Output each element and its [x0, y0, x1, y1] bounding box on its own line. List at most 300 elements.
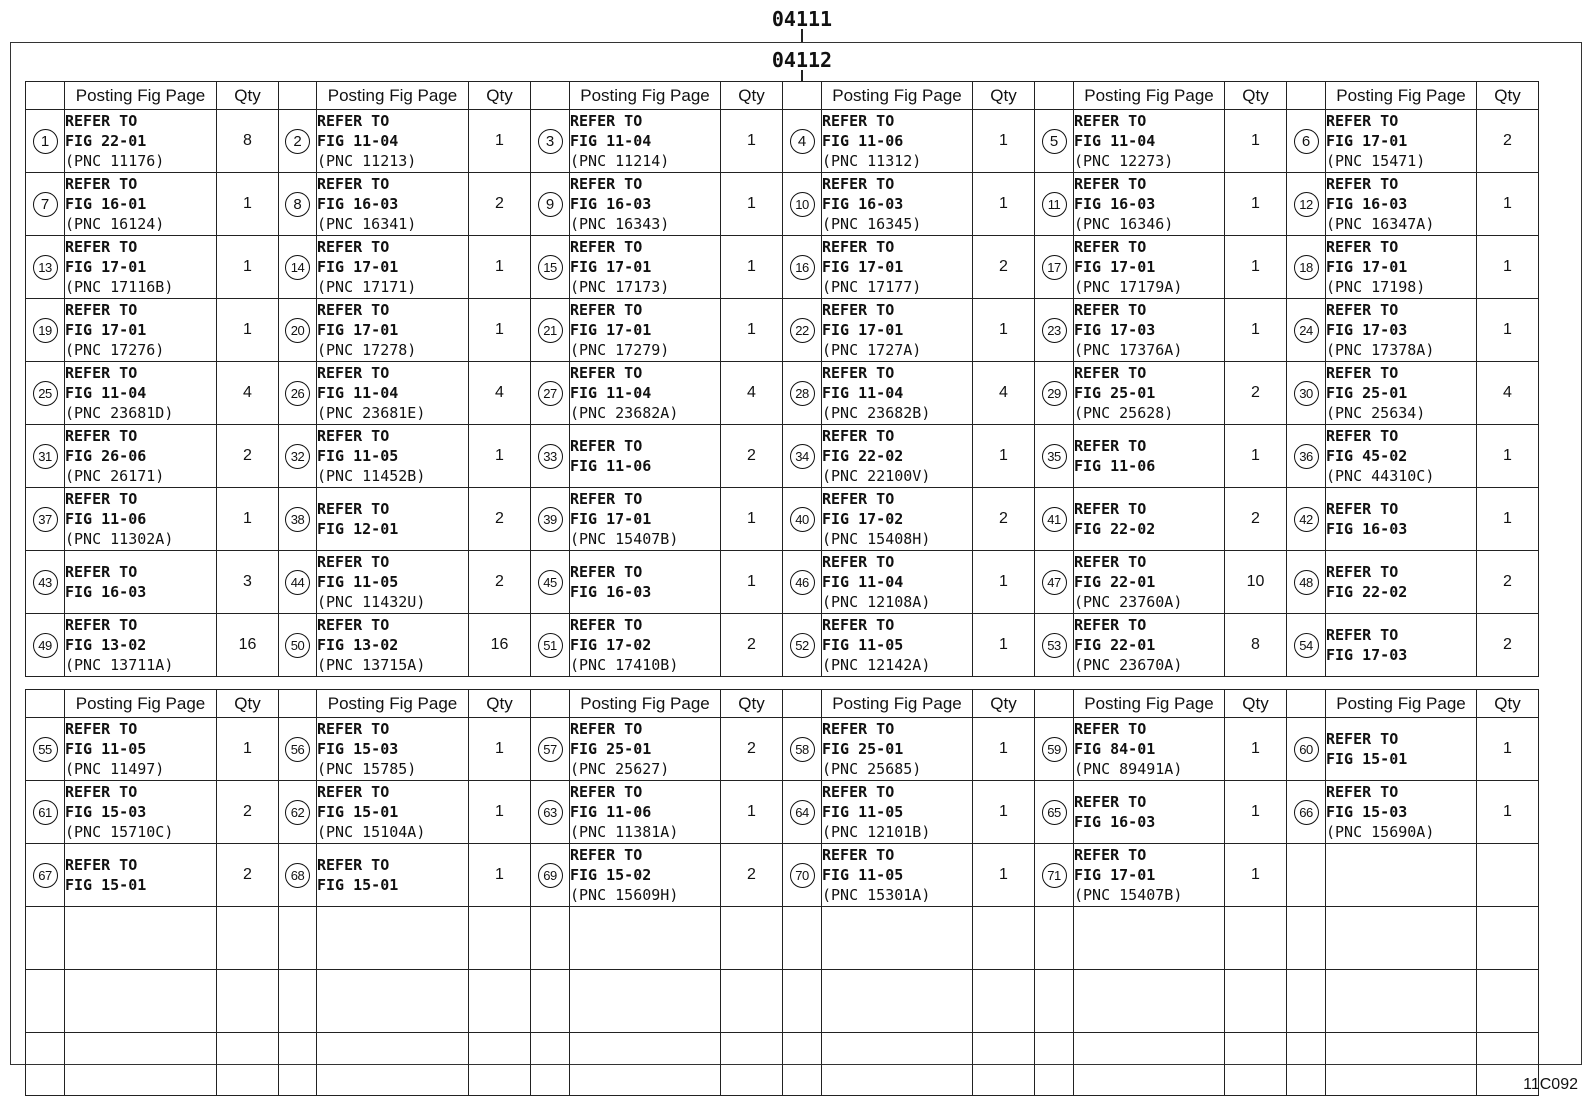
pnc-text: (PNC 17279) [570, 341, 670, 359]
reference-cell [822, 970, 973, 1033]
quantity-cell: 1 [1225, 236, 1287, 299]
item-number-cell [1035, 970, 1074, 1033]
item-number-badge: 49 [33, 633, 58, 658]
header-qty: Qty [721, 82, 783, 110]
quantity-cell: 1 [1225, 110, 1287, 173]
item-number-badge: 44 [285, 570, 310, 595]
quantity-cell: 1 [973, 299, 1035, 362]
item-number-cell [26, 970, 65, 1033]
item-number-cell [26, 907, 65, 970]
item-number-cell [783, 236, 822, 299]
quantity-cell: 1 [469, 236, 531, 299]
item-number-cell [783, 614, 822, 677]
item-number-cell [531, 718, 570, 781]
fig-page-text: FIG 11-04 [822, 384, 904, 402]
item-number-badge: 58 [790, 737, 815, 762]
item-number-cell [1287, 488, 1326, 551]
fig-page-text: FIG 22-01 [1074, 573, 1156, 591]
refer-to-text: REFER TO [1326, 563, 1399, 581]
quantity-cell: 2 [1225, 488, 1287, 551]
reference-cell [570, 970, 721, 1033]
reference-cell [1326, 844, 1477, 907]
item-number-cell [1287, 614, 1326, 677]
item-number-cell [1035, 718, 1074, 781]
fig-page-text: FIG 11-05 [317, 573, 399, 591]
quantity-cell: 1 [1225, 425, 1287, 488]
header-posting-fig-page: Posting Fig Page [1074, 82, 1225, 110]
item-number-cell [531, 1033, 570, 1096]
quantity-cell [721, 970, 783, 1033]
header-qty: Qty [1477, 82, 1539, 110]
reference-cell [65, 781, 217, 844]
item-number-cell [783, 1033, 822, 1096]
reference-cell [1326, 907, 1477, 970]
quantity-cell: 1 [721, 173, 783, 236]
item-number-cell [1287, 781, 1326, 844]
item-number-badge: 68 [285, 863, 310, 888]
quantity-cell: 1 [973, 551, 1035, 614]
header-blank-cell [26, 82, 65, 110]
pnc-text: (PNC 16341) [317, 215, 417, 233]
refer-to-text: REFER TO [65, 427, 138, 445]
fig-page-text: FIG 16-03 [1326, 195, 1408, 213]
item-number-badge: 7 [33, 192, 58, 217]
reference-cell [65, 236, 217, 299]
refer-to-text: REFER TO [1074, 364, 1147, 382]
quantity-cell: 1 [469, 718, 531, 781]
quantity-cell: 8 [1225, 614, 1287, 677]
refer-to-text: REFER TO [65, 783, 138, 801]
item-number-badge: 8 [285, 192, 310, 217]
fig-page-text: FIG 11-06 [65, 510, 147, 528]
quantity-cell: 2 [217, 844, 279, 907]
quantity-cell: 1 [1225, 299, 1287, 362]
reference-cell [317, 425, 469, 488]
item-number-cell [1035, 844, 1074, 907]
item-number-cell [26, 551, 65, 614]
fig-page-text: FIG 84-01 [1074, 740, 1156, 758]
item-number-badge: 41 [1042, 507, 1067, 532]
refer-to-text: REFER TO [317, 112, 390, 130]
fig-page-text: FIG 17-01 [570, 321, 652, 339]
item-number-cell [26, 718, 65, 781]
quantity-cell: 1 [973, 844, 1035, 907]
refer-to-text: REFER TO [317, 553, 390, 571]
quantity-cell: 2 [721, 718, 783, 781]
item-number-cell [26, 299, 65, 362]
refer-to-text: REFER TO [65, 616, 138, 634]
item-number-cell [783, 781, 822, 844]
quantity-cell: 1 [721, 236, 783, 299]
reference-cell [65, 173, 217, 236]
reference-cell [822, 844, 973, 907]
reference-cell [65, 907, 217, 970]
item-number-badge: 26 [285, 381, 310, 406]
header-blank-cell [279, 82, 317, 110]
item-number-cell [279, 614, 317, 677]
item-number-cell [531, 362, 570, 425]
pnc-text: (PNC 23760A) [1074, 593, 1183, 611]
refer-to-text: REFER TO [317, 616, 390, 634]
reference-cell [822, 551, 973, 614]
item-number-cell [26, 362, 65, 425]
fig-page-text: FIG 25-01 [570, 740, 652, 758]
pnc-text: (PNC 23681D) [65, 404, 174, 422]
header-qty: Qty [217, 82, 279, 110]
reference-cell [317, 718, 469, 781]
reference-cell [317, 173, 469, 236]
quantity-cell: 1 [973, 781, 1035, 844]
header-posting-fig-page: Posting Fig Page [1326, 690, 1477, 718]
item-number-cell [531, 173, 570, 236]
item-number-badge: 10 [790, 192, 815, 217]
fig-page-text: FIG 17-01 [65, 258, 147, 276]
fig-page-text: FIG 17-01 [1326, 258, 1408, 276]
refer-to-text: REFER TO [317, 364, 390, 382]
table-row [26, 1033, 1539, 1096]
reference-cell [65, 970, 217, 1033]
item-number-badge: 3 [538, 129, 563, 154]
quantity-cell [1225, 1033, 1287, 1096]
refer-to-text: REFER TO [317, 175, 390, 193]
pnc-text: (PNC 16347A) [1326, 215, 1435, 233]
item-number-cell [1287, 551, 1326, 614]
quantity-cell: 3 [217, 551, 279, 614]
item-number-badge: 59 [1042, 737, 1067, 762]
item-number-badge: 53 [1042, 633, 1067, 658]
reference-cell [822, 173, 973, 236]
table-row [26, 551, 1539, 614]
item-number-cell [783, 488, 822, 551]
item-number-cell [1287, 173, 1326, 236]
item-number-cell [531, 488, 570, 551]
refer-to-text: REFER TO [1326, 238, 1399, 256]
reference-cell [65, 299, 217, 362]
fig-page-text: FIG 11-06 [1074, 457, 1156, 475]
reference-cell [65, 362, 217, 425]
quantity-cell: 2 [217, 781, 279, 844]
fig-page-text: FIG 11-04 [822, 573, 904, 591]
reference-cell [570, 425, 721, 488]
header-blank-cell [279, 690, 317, 718]
refer-to-text: REFER TO [570, 364, 643, 382]
fig-page-text: FIG 11-04 [1074, 132, 1156, 150]
fig-page-text: FIG 11-04 [317, 384, 399, 402]
item-number-cell [26, 425, 65, 488]
pnc-text: (PNC 26171) [65, 467, 165, 485]
pnc-text: (PNC 16124) [65, 215, 165, 233]
item-number-badge: 56 [285, 737, 310, 762]
fig-page-text: FIG 11-06 [570, 803, 652, 821]
item-number-cell [279, 551, 317, 614]
refer-to-text: REFER TO [1326, 175, 1399, 193]
pnc-text: (PNC 17278) [317, 341, 417, 359]
pnc-text: (PNC 1727A) [822, 341, 922, 359]
quantity-cell: 1 [973, 718, 1035, 781]
item-number-badge: 16 [790, 255, 815, 280]
table-row [26, 614, 1539, 677]
item-number-cell [783, 551, 822, 614]
pnc-text: (PNC 15104A) [317, 823, 426, 841]
refer-to-text: REFER TO [1074, 553, 1147, 571]
refer-to-text: REFER TO [570, 490, 643, 508]
refer-to-text: REFER TO [570, 563, 643, 581]
item-number-badge: 11 [1042, 192, 1067, 217]
item-number-badge: 57 [538, 737, 563, 762]
table-row [26, 173, 1539, 236]
quantity-cell: 1 [721, 488, 783, 551]
quantity-cell: 1 [721, 110, 783, 173]
pnc-text: (PNC 17116B) [65, 278, 174, 296]
pnc-text: (PNC 23681E) [317, 404, 426, 422]
refer-to-text: REFER TO [317, 720, 390, 738]
item-number-cell [783, 970, 822, 1033]
reference-cell [1074, 236, 1225, 299]
item-number-badge: 4 [790, 129, 815, 154]
reference-cell [570, 173, 721, 236]
item-number-cell [783, 110, 822, 173]
pnc-text: (PNC 12101B) [822, 823, 931, 841]
reference-cell [317, 781, 469, 844]
fig-page-text: FIG 12-01 [317, 520, 399, 538]
item-number-badge: 43 [33, 570, 58, 595]
reference-cell [1326, 488, 1477, 551]
fig-page-text: FIG 16-03 [570, 195, 652, 213]
header-blank-cell [1287, 690, 1326, 718]
refer-to-text: REFER TO [1074, 793, 1147, 811]
quantity-cell: 1 [469, 425, 531, 488]
reference-cell [822, 614, 973, 677]
quantity-cell: 4 [973, 362, 1035, 425]
pnc-text: (PNC 12142A) [822, 656, 931, 674]
quantity-cell: 1 [1477, 173, 1539, 236]
refer-to-text: REFER TO [822, 783, 895, 801]
fig-page-text: FIG 17-01 [317, 321, 399, 339]
fig-page-text: FIG 15-01 [317, 876, 399, 894]
refer-to-text: REFER TO [1074, 720, 1147, 738]
quantity-cell [217, 970, 279, 1033]
fig-page-text: FIG 45-02 [1326, 447, 1408, 465]
refer-to-text: REFER TO [1326, 112, 1399, 130]
reference-table-b [25, 689, 1539, 1096]
quantity-cell: 16 [217, 614, 279, 677]
quantity-cell [1225, 907, 1287, 970]
fig-page-text: FIG 15-03 [1326, 803, 1408, 821]
header-qty: Qty [469, 690, 531, 718]
quantity-cell: 1 [469, 110, 531, 173]
item-number-badge: 22 [790, 318, 815, 343]
item-number-cell [1287, 1033, 1326, 1096]
item-number-badge: 39 [538, 507, 563, 532]
fig-page-text: FIG 17-01 [570, 258, 652, 276]
quantity-cell: 1 [973, 614, 1035, 677]
refer-to-text: REFER TO [1074, 238, 1147, 256]
reference-cell [1074, 299, 1225, 362]
refer-to-text: REFER TO [570, 616, 643, 634]
header-blank-cell [783, 82, 822, 110]
reference-cell [317, 110, 469, 173]
item-number-cell [1035, 1033, 1074, 1096]
quantity-cell: 1 [1477, 488, 1539, 551]
item-number-cell [26, 173, 65, 236]
item-number-badge: 25 [33, 381, 58, 406]
item-number-cell [26, 110, 65, 173]
reference-cell [65, 551, 217, 614]
table-row [26, 236, 1539, 299]
reference-cell [1074, 551, 1225, 614]
reference-cell [65, 614, 217, 677]
pnc-text: (PNC 11302A) [65, 530, 174, 548]
quantity-cell: 2 [721, 425, 783, 488]
refer-to-text: REFER TO [570, 437, 643, 455]
item-number-badge: 27 [538, 381, 563, 406]
item-number-cell [26, 614, 65, 677]
diagram-code-sub: 04112 [771, 48, 833, 72]
item-number-cell [783, 299, 822, 362]
reference-cell [1074, 488, 1225, 551]
pnc-text: (PNC 15710C) [65, 823, 174, 841]
pnc-text: (PNC 17198) [1326, 278, 1426, 296]
fig-page-text: FIG 22-02 [1074, 520, 1156, 538]
table-row [26, 110, 1539, 173]
refer-to-text: REFER TO [1326, 427, 1399, 445]
fig-page-text: FIG 16-03 [317, 195, 399, 213]
refer-to-text: REFER TO [1326, 500, 1399, 518]
item-number-cell [783, 173, 822, 236]
quantity-cell: 1 [721, 299, 783, 362]
reference-cell [570, 551, 721, 614]
refer-to-text: REFER TO [570, 846, 643, 864]
reference-cell [1074, 1033, 1225, 1096]
quantity-cell: 1 [217, 173, 279, 236]
reference-cell [1074, 970, 1225, 1033]
header-blank-cell [531, 690, 570, 718]
item-number-badge: 34 [790, 444, 815, 469]
header-qty: Qty [973, 82, 1035, 110]
quantity-cell: 1 [217, 488, 279, 551]
reference-cell [1326, 362, 1477, 425]
quantity-cell: 1 [469, 781, 531, 844]
reference-cell [317, 907, 469, 970]
pnc-text: (PNC 15471) [1326, 152, 1426, 170]
reference-cell [1074, 844, 1225, 907]
fig-page-text: FIG 16-03 [1074, 195, 1156, 213]
pnc-text: (PNC 11432U) [317, 593, 426, 611]
item-number-cell [531, 907, 570, 970]
reference-cell [570, 236, 721, 299]
table-row [26, 781, 1539, 844]
refer-to-text: REFER TO [1074, 175, 1147, 193]
reference-cell [65, 488, 217, 551]
item-number-cell [26, 488, 65, 551]
refer-to-text: REFER TO [317, 301, 390, 319]
item-number-cell [1035, 614, 1074, 677]
item-number-cell [1287, 718, 1326, 781]
item-number-cell [531, 781, 570, 844]
pnc-text: (PNC 12273) [1074, 152, 1174, 170]
item-number-badge: 2 [285, 129, 310, 154]
item-number-cell [1287, 299, 1326, 362]
item-number-badge: 48 [1294, 570, 1319, 595]
item-number-cell [279, 425, 317, 488]
header-qty: Qty [1225, 82, 1287, 110]
leader-line [801, 29, 803, 42]
table-row [26, 299, 1539, 362]
item-number-cell [279, 907, 317, 970]
item-number-cell [279, 362, 317, 425]
pnc-text: (PNC 17410B) [570, 656, 679, 674]
quantity-cell: 1 [469, 844, 531, 907]
refer-to-text: REFER TO [570, 175, 643, 193]
item-number-badge: 30 [1294, 381, 1319, 406]
refer-to-text: REFER TO [1074, 500, 1147, 518]
item-number-badge: 64 [790, 800, 815, 825]
fig-page-text: FIG 15-01 [65, 876, 147, 894]
header-posting-fig-page: Posting Fig Page [65, 82, 217, 110]
reference-cell [570, 299, 721, 362]
quantity-cell: 1 [469, 299, 531, 362]
reference-cell [822, 1033, 973, 1096]
header-posting-fig-page: Posting Fig Page [570, 82, 721, 110]
quantity-cell: 4 [721, 362, 783, 425]
pnc-text: (PNC 16345) [822, 215, 922, 233]
refer-to-text: REFER TO [822, 175, 895, 193]
pnc-text: (PNC 11452B) [317, 467, 426, 485]
pnc-text: (PNC 15301A) [822, 886, 931, 904]
fig-page-text: FIG 22-02 [1326, 583, 1408, 601]
fig-page-text: FIG 16-03 [570, 583, 652, 601]
reference-cell [317, 844, 469, 907]
header-blank-cell [26, 690, 65, 718]
table-row [26, 718, 1539, 781]
item-number-cell [279, 236, 317, 299]
refer-to-text: REFER TO [570, 720, 643, 738]
reference-cell [1074, 425, 1225, 488]
item-number-cell [1035, 488, 1074, 551]
quantity-cell: 8 [217, 110, 279, 173]
reference-cell [65, 425, 217, 488]
pnc-text: (PNC 16343) [570, 215, 670, 233]
quantity-cell: 2 [721, 844, 783, 907]
pnc-text: (PNC 15407B) [570, 530, 679, 548]
quantity-cell: 2 [721, 614, 783, 677]
header-qty: Qty [721, 690, 783, 718]
reference-cell [822, 781, 973, 844]
item-number-badge: 17 [1042, 255, 1067, 280]
reference-cell [822, 110, 973, 173]
table-row [26, 970, 1539, 1033]
reference-cell [1074, 614, 1225, 677]
fig-page-text: FIG 15-01 [1326, 750, 1408, 768]
fig-page-text: FIG 17-01 [65, 321, 147, 339]
reference-cell [65, 718, 217, 781]
refer-to-text: REFER TO [822, 553, 895, 571]
pnc-text: (PNC 15785) [317, 760, 417, 778]
fig-page-text: FIG 17-01 [822, 258, 904, 276]
reference-cell [570, 614, 721, 677]
refer-to-text: REFER TO [65, 301, 138, 319]
header-qty: Qty [217, 690, 279, 718]
refer-to-text: REFER TO [65, 175, 138, 193]
quantity-cell: 1 [1477, 236, 1539, 299]
refer-to-text: REFER TO [65, 720, 138, 738]
item-number-badge: 65 [1042, 800, 1067, 825]
reference-cell [822, 236, 973, 299]
pnc-text: (PNC 15408H) [822, 530, 931, 548]
item-number-cell [279, 110, 317, 173]
header-posting-fig-page: Posting Fig Page [1074, 690, 1225, 718]
item-number-cell [1287, 236, 1326, 299]
